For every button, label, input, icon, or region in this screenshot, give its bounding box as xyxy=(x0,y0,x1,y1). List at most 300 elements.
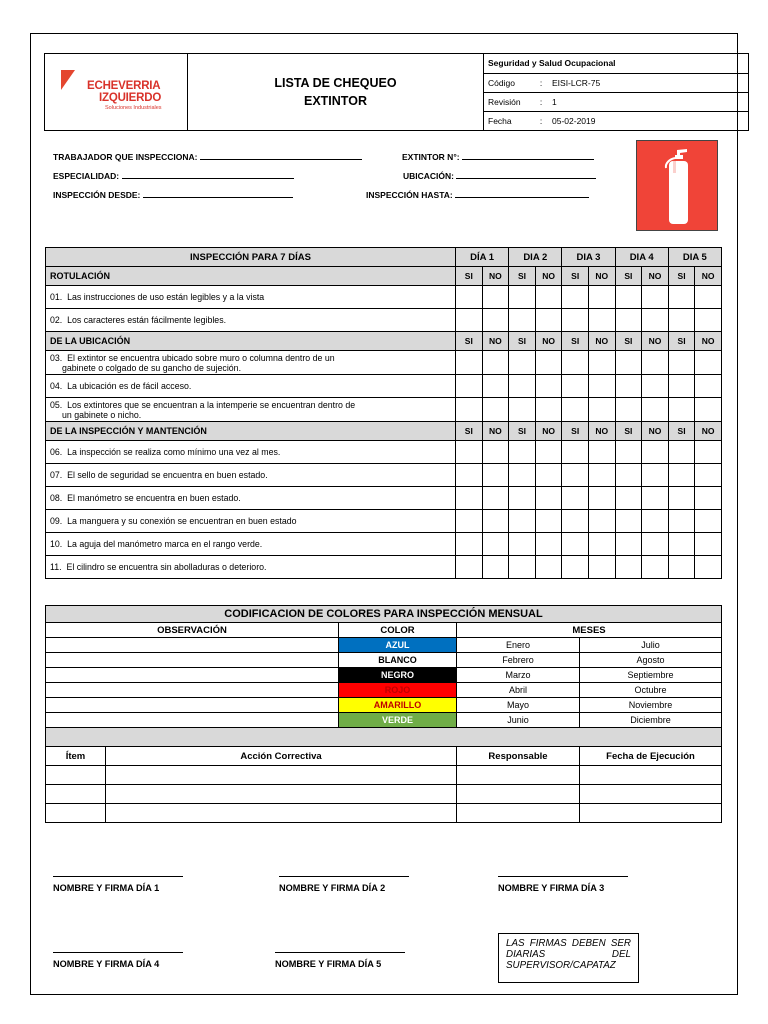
check-cell[interactable] xyxy=(668,351,695,375)
signature-day-1[interactable] xyxy=(53,876,183,893)
checklist-item-row xyxy=(46,375,722,398)
logo-mark-icon xyxy=(61,70,75,90)
check-cell[interactable] xyxy=(562,556,589,579)
check-cell[interactable] xyxy=(615,487,642,510)
signature-line xyxy=(275,952,405,953)
extintor-label: EXTINTOR N°: xyxy=(402,152,460,162)
section-row xyxy=(46,422,722,441)
checklist-item-row xyxy=(46,556,722,579)
checklist-item-row xyxy=(46,286,722,309)
check-cell[interactable] xyxy=(456,286,483,309)
check-cell[interactable] xyxy=(668,441,695,464)
check-cell[interactable] xyxy=(456,375,483,398)
check-cell[interactable] xyxy=(562,286,589,309)
check-cell[interactable] xyxy=(482,510,509,533)
check-cell[interactable] xyxy=(588,464,615,487)
check-cell[interactable] xyxy=(535,398,562,422)
signature-day-4[interactable] xyxy=(53,952,183,969)
observacion-cell[interactable] xyxy=(46,653,339,668)
signature-line xyxy=(279,876,409,877)
check-cell[interactable] xyxy=(668,487,695,510)
action-accion-cell[interactable] xyxy=(106,766,457,785)
hasta-field[interactable] xyxy=(366,189,589,200)
check-cell[interactable] xyxy=(588,487,615,510)
observacion-cell[interactable] xyxy=(46,713,339,728)
check-cell[interactable] xyxy=(588,441,615,464)
si-header: SI xyxy=(562,267,589,286)
check-cell[interactable] xyxy=(509,510,536,533)
si-header: SI xyxy=(668,267,695,286)
check-cell[interactable] xyxy=(668,533,695,556)
month-cell: Julio xyxy=(580,638,722,653)
no-header: NO xyxy=(535,422,562,441)
check-cell[interactable] xyxy=(668,464,695,487)
document-title xyxy=(188,54,484,131)
month-cell: Mayo xyxy=(457,698,580,713)
check-cell[interactable] xyxy=(456,510,483,533)
item-text: Las instrucciones de uso están legibles y a la vista xyxy=(67,292,265,302)
especialidad-field[interactable] xyxy=(53,170,294,181)
no-header: NO xyxy=(695,332,722,351)
section-title: ROTULACIÓN xyxy=(46,267,456,286)
color-row xyxy=(46,683,722,698)
check-cell[interactable] xyxy=(482,309,509,332)
item-number: 08. xyxy=(50,493,63,503)
meta-key-revision: Revisión xyxy=(484,92,534,111)
action-responsable-cell[interactable] xyxy=(457,766,580,785)
ubicacion-label: UBICACIÓN: xyxy=(403,171,454,181)
action-row xyxy=(46,804,722,823)
color-row xyxy=(46,713,722,728)
check-cell[interactable] xyxy=(588,556,615,579)
signature-day-2[interactable] xyxy=(279,876,409,893)
check-cell[interactable] xyxy=(588,398,615,422)
check-cell[interactable] xyxy=(588,510,615,533)
check-cell[interactable] xyxy=(642,398,669,422)
check-cell[interactable] xyxy=(456,487,483,510)
month-cell: Septiembre xyxy=(580,668,722,683)
check-cell[interactable] xyxy=(562,398,589,422)
separator-row xyxy=(46,728,722,747)
check-cell[interactable] xyxy=(642,533,669,556)
document-header xyxy=(44,53,749,131)
check-cell[interactable] xyxy=(642,556,669,579)
item-text: La ubicación es de fácil acceso. xyxy=(67,381,192,391)
no-header: NO xyxy=(642,267,669,286)
checklist-item-text xyxy=(46,441,456,464)
check-cell[interactable] xyxy=(535,286,562,309)
check-cell[interactable] xyxy=(615,441,642,464)
action-item-cell[interactable] xyxy=(46,766,106,785)
month-cell: Agosto xyxy=(580,653,722,668)
check-cell[interactable] xyxy=(482,464,509,487)
month-cell: Octubre xyxy=(580,683,722,698)
check-cell[interactable] xyxy=(615,533,642,556)
si-header: SI xyxy=(509,267,536,286)
check-cell[interactable] xyxy=(535,556,562,579)
no-header: NO xyxy=(535,332,562,351)
month-cell: Noviembre xyxy=(580,698,722,713)
check-cell[interactable] xyxy=(615,309,642,332)
no-header: NO xyxy=(482,422,509,441)
color-swatch-rojo: ROJO xyxy=(339,683,457,698)
check-cell[interactable] xyxy=(695,510,722,533)
desde-field[interactable] xyxy=(53,189,293,200)
check-cell[interactable] xyxy=(562,464,589,487)
especialidad-label: ESPECIALIDAD: xyxy=(53,171,120,181)
action-header-row xyxy=(46,747,722,766)
check-cell[interactable] xyxy=(695,464,722,487)
si-header: SI xyxy=(615,422,642,441)
check-cell[interactable] xyxy=(588,533,615,556)
check-cell[interactable] xyxy=(615,464,642,487)
checklist-item-text xyxy=(46,510,456,533)
section-row xyxy=(46,267,722,286)
check-cell[interactable] xyxy=(456,309,483,332)
check-cell[interactable] xyxy=(615,351,642,375)
check-cell[interactable] xyxy=(456,441,483,464)
checklist-item-text xyxy=(46,351,456,375)
check-cell[interactable] xyxy=(562,441,589,464)
check-cell[interactable] xyxy=(695,556,722,579)
item-text: La inspección se realiza como mínimo una vez al mes. xyxy=(67,447,281,457)
signature-day-3[interactable] xyxy=(498,876,628,893)
extintor-line[interactable] xyxy=(462,151,594,160)
check-cell[interactable] xyxy=(615,286,642,309)
meta-colon: : xyxy=(534,92,548,111)
check-cell[interactable] xyxy=(668,398,695,422)
check-cell[interactable] xyxy=(482,556,509,579)
color-swatch-azul: AZUL xyxy=(339,638,457,653)
checklist-item-row xyxy=(46,487,722,510)
si-header: SI xyxy=(509,422,536,441)
check-cell[interactable] xyxy=(588,309,615,332)
action-row xyxy=(46,785,722,804)
header-responsable: Responsable xyxy=(457,747,580,766)
action-accion-cell[interactable] xyxy=(106,785,457,804)
check-cell[interactable] xyxy=(482,375,509,398)
no-header: NO xyxy=(642,332,669,351)
check-cell[interactable] xyxy=(456,464,483,487)
si-header: SI xyxy=(456,267,483,286)
month-cell: Junio xyxy=(457,713,580,728)
header-item: Ítem xyxy=(46,747,106,766)
check-cell[interactable] xyxy=(535,533,562,556)
signature-day-5[interactable] xyxy=(275,952,405,969)
check-cell[interactable] xyxy=(482,441,509,464)
observacion-cell[interactable] xyxy=(46,683,339,698)
action-accion-cell[interactable] xyxy=(106,804,457,823)
fire-extinguisher-box xyxy=(636,140,718,231)
day-header-4: DIA 4 xyxy=(615,248,668,267)
checklist-page xyxy=(30,33,738,995)
checklist-item-row xyxy=(46,510,722,533)
meta-cell xyxy=(484,54,749,131)
col-header-meses: MESES xyxy=(457,623,722,638)
action-responsable-cell[interactable] xyxy=(457,785,580,804)
especialidad-line[interactable] xyxy=(122,170,294,179)
checklist-item-text xyxy=(46,309,456,332)
trabajador-line[interactable] xyxy=(200,151,362,160)
meta-value-codigo: EISI-LCR-75 xyxy=(548,73,748,92)
check-cell[interactable] xyxy=(535,309,562,332)
signature-label: NOMBRE Y FIRMA DÍA 2 xyxy=(279,883,386,893)
checklist-item-row xyxy=(46,351,722,375)
month-cell: Febrero xyxy=(457,653,580,668)
checklist-item-text xyxy=(46,556,456,579)
signature-line xyxy=(53,876,183,877)
check-cell[interactable] xyxy=(535,441,562,464)
meta-key-codigo: Código xyxy=(484,73,534,92)
day-header-3: DIA 3 xyxy=(562,248,615,267)
checklist-item-row xyxy=(46,398,722,422)
section-title: DE LA UBICACIÓN xyxy=(46,332,456,351)
hasta-label: INSPECCIÓN HASTA: xyxy=(366,190,453,200)
no-header: NO xyxy=(482,267,509,286)
color-swatch-negro: NEGRO xyxy=(339,668,457,683)
item-text: La aguja del manómetro marca en el rango verde. xyxy=(67,539,263,549)
check-cell[interactable] xyxy=(642,375,669,398)
item-number: 04. xyxy=(50,381,63,391)
check-cell[interactable] xyxy=(668,375,695,398)
no-header: NO xyxy=(588,422,615,441)
check-cell[interactable] xyxy=(615,398,642,422)
check-cell[interactable] xyxy=(535,510,562,533)
item-text: El sello de seguridad se encuentra en buen estado. xyxy=(67,470,268,480)
check-cell[interactable] xyxy=(642,510,669,533)
color-row xyxy=(46,653,722,668)
item-number: 07. xyxy=(50,470,63,480)
si-header: SI xyxy=(456,332,483,351)
meta-value-fecha: 05-02-2019 xyxy=(552,115,596,126)
item-number: 01. xyxy=(50,292,63,302)
check-cell[interactable] xyxy=(456,351,483,375)
separator-cell xyxy=(46,728,722,747)
check-cell[interactable] xyxy=(642,441,669,464)
item-text-cont: gabinete o colgado de su gancho de sujeción. xyxy=(62,362,242,373)
si-header: SI xyxy=(562,422,589,441)
ubicacion-field[interactable] xyxy=(403,170,596,181)
item-text: La manguera y su conexión se encuentran en buen estado xyxy=(67,516,297,526)
signature-label: NOMBRE Y FIRMA DÍA 1 xyxy=(53,883,160,893)
signature-line xyxy=(498,876,628,877)
check-cell[interactable] xyxy=(562,375,589,398)
checklist-item-row xyxy=(46,441,722,464)
section-title: DE LA INSPECCIÓN Y MANTENCIÓN xyxy=(46,422,456,441)
col-header-color: COLOR xyxy=(339,623,457,638)
checklist-item-text xyxy=(46,464,456,487)
header-accion: Acción Correctiva xyxy=(106,747,457,766)
check-cell[interactable] xyxy=(509,375,536,398)
check-cell[interactable] xyxy=(695,375,722,398)
color-code-title: CODIFICACION DE COLORES PARA INSPECCIÓN MENSUAL xyxy=(46,606,722,623)
signature-label: NOMBRE Y FIRMA DÍA 4 xyxy=(53,959,160,969)
meta-colon: : xyxy=(534,73,548,92)
check-cell[interactable] xyxy=(509,398,536,422)
check-cell[interactable] xyxy=(509,309,536,332)
logo-cell xyxy=(45,54,188,131)
action-fecha-cell[interactable] xyxy=(580,785,722,804)
no-header: NO xyxy=(588,267,615,286)
day-header-5: DIA 5 xyxy=(668,248,721,267)
col-header-observacion: OBSERVACIÓN xyxy=(46,623,339,638)
no-header: NO xyxy=(588,332,615,351)
section-row xyxy=(46,332,722,351)
check-cell[interactable] xyxy=(695,286,722,309)
item-text: Los extintores que se encuentran a la intemperie se encuentran dentro de xyxy=(67,399,356,410)
check-cell[interactable] xyxy=(482,398,509,422)
si-header: SI xyxy=(615,267,642,286)
extintor-field[interactable] xyxy=(402,151,594,162)
action-item-cell[interactable] xyxy=(46,785,106,804)
meta-key-fecha: Fecha xyxy=(488,115,512,126)
check-cell[interactable] xyxy=(695,441,722,464)
check-cell[interactable] xyxy=(642,464,669,487)
checklist-item-text xyxy=(46,533,456,556)
check-cell[interactable] xyxy=(642,286,669,309)
item-number: 10. xyxy=(50,539,63,549)
color-row xyxy=(46,668,722,683)
month-cell: Abril xyxy=(457,683,580,698)
color-swatch-blanco: BLANCO xyxy=(339,653,457,668)
check-cell[interactable] xyxy=(482,487,509,510)
check-cell[interactable] xyxy=(535,375,562,398)
check-cell[interactable] xyxy=(695,533,722,556)
check-cell[interactable] xyxy=(642,351,669,375)
logo-text-2: IZQUIERDO xyxy=(99,92,162,104)
check-cell[interactable] xyxy=(695,309,722,332)
fire-extinguisher-icon xyxy=(637,141,719,232)
item-text: El manómetro se encuentra en buen estado. xyxy=(67,493,241,503)
hasta-line[interactable] xyxy=(455,189,589,198)
check-cell[interactable] xyxy=(482,286,509,309)
color-swatch-verde: VERDE xyxy=(339,713,457,728)
si-header: SI xyxy=(668,422,695,441)
day-header-2: DIA 2 xyxy=(509,248,562,267)
si-header: SI xyxy=(668,332,695,351)
inspection-header-row xyxy=(46,248,722,267)
check-cell[interactable] xyxy=(535,351,562,375)
title-line-2: EXTINTOR xyxy=(304,94,367,108)
check-cell[interactable] xyxy=(482,351,509,375)
check-cell[interactable] xyxy=(562,487,589,510)
meta-colon: : xyxy=(539,115,543,126)
check-cell[interactable] xyxy=(668,286,695,309)
action-fecha-cell[interactable] xyxy=(580,766,722,785)
color-row xyxy=(46,638,722,653)
check-cell[interactable] xyxy=(535,487,562,510)
check-cell[interactable] xyxy=(668,556,695,579)
si-header: SI xyxy=(615,332,642,351)
observacion-cell[interactable] xyxy=(46,668,339,683)
meta-title: Seguridad y Salud Ocupacional xyxy=(484,54,748,73)
check-cell[interactable] xyxy=(562,510,589,533)
observacion-cell[interactable] xyxy=(46,698,339,713)
si-header: SI xyxy=(509,332,536,351)
day-header-1: DÍA 1 xyxy=(456,248,509,267)
check-cell[interactable] xyxy=(588,286,615,309)
no-header: NO xyxy=(482,332,509,351)
trabajador-field[interactable] xyxy=(53,151,362,162)
desde-line[interactable] xyxy=(143,189,293,198)
meta-table xyxy=(484,54,748,130)
item-number: 09. xyxy=(50,516,63,526)
check-cell[interactable] xyxy=(456,398,483,422)
check-cell[interactable] xyxy=(642,487,669,510)
check-cell[interactable] xyxy=(509,286,536,309)
inspection-table xyxy=(45,247,722,579)
check-cell[interactable] xyxy=(456,533,483,556)
check-cell[interactable] xyxy=(615,510,642,533)
no-header: NO xyxy=(535,267,562,286)
item-number: 02. xyxy=(50,315,63,325)
month-cell: Marzo xyxy=(457,668,580,683)
title-line-1: LISTA DE CHEQUEO xyxy=(274,76,397,90)
checklist-item-text xyxy=(46,375,456,398)
action-fecha-cell[interactable] xyxy=(580,804,722,823)
item-number: 03. xyxy=(50,352,63,363)
no-header: NO xyxy=(642,422,669,441)
checklist-item-text xyxy=(46,398,456,422)
check-cell[interactable] xyxy=(562,351,589,375)
logo-text-1: ECHEVERRIA xyxy=(87,80,161,92)
si-header: SI xyxy=(562,332,589,351)
no-header: NO xyxy=(695,267,722,286)
checklist-item-row xyxy=(46,533,722,556)
check-cell[interactable] xyxy=(456,556,483,579)
item-number: 06. xyxy=(50,447,63,457)
check-cell[interactable] xyxy=(509,351,536,375)
check-cell[interactable] xyxy=(562,309,589,332)
check-cell[interactable] xyxy=(562,533,589,556)
check-cell[interactable] xyxy=(588,375,615,398)
item-text-cont: un gabinete o nicho. xyxy=(62,409,142,420)
check-cell[interactable] xyxy=(615,375,642,398)
check-cell[interactable] xyxy=(668,510,695,533)
check-cell[interactable] xyxy=(695,351,722,375)
check-cell[interactable] xyxy=(588,351,615,375)
check-cell[interactable] xyxy=(615,556,642,579)
check-cell[interactable] xyxy=(482,533,509,556)
meta-value-revision: 1 xyxy=(548,92,748,111)
color-code-table xyxy=(45,605,722,823)
item-number: 05. xyxy=(50,399,63,410)
signature-label: NOMBRE Y FIRMA DÍA 3 xyxy=(498,883,605,893)
desde-label: INSPECCIÓN DESDE: xyxy=(53,190,141,200)
action-responsable-cell[interactable] xyxy=(457,804,580,823)
ubicacion-line[interactable] xyxy=(456,170,596,179)
check-cell[interactable] xyxy=(535,464,562,487)
trabajador-label: TRABAJADOR QUE INSPECCIONA: xyxy=(53,152,198,162)
check-cell[interactable] xyxy=(695,487,722,510)
check-cell[interactable] xyxy=(509,533,536,556)
check-cell[interactable] xyxy=(509,487,536,510)
check-cell[interactable] xyxy=(642,309,669,332)
check-cell[interactable] xyxy=(509,441,536,464)
check-cell[interactable] xyxy=(695,398,722,422)
action-item-cell[interactable] xyxy=(46,804,106,823)
check-cell[interactable] xyxy=(668,309,695,332)
no-header: NO xyxy=(695,422,722,441)
item-number: 11. xyxy=(50,562,62,572)
check-cell[interactable] xyxy=(509,556,536,579)
check-cell[interactable] xyxy=(509,464,536,487)
action-row xyxy=(46,766,722,785)
checklist-item-text xyxy=(46,487,456,510)
item-text: El extintor se encuentra ubicado sobre muro o columna dentro de un xyxy=(67,352,335,363)
observacion-cell[interactable] xyxy=(46,638,339,653)
month-cell: Enero xyxy=(457,638,580,653)
